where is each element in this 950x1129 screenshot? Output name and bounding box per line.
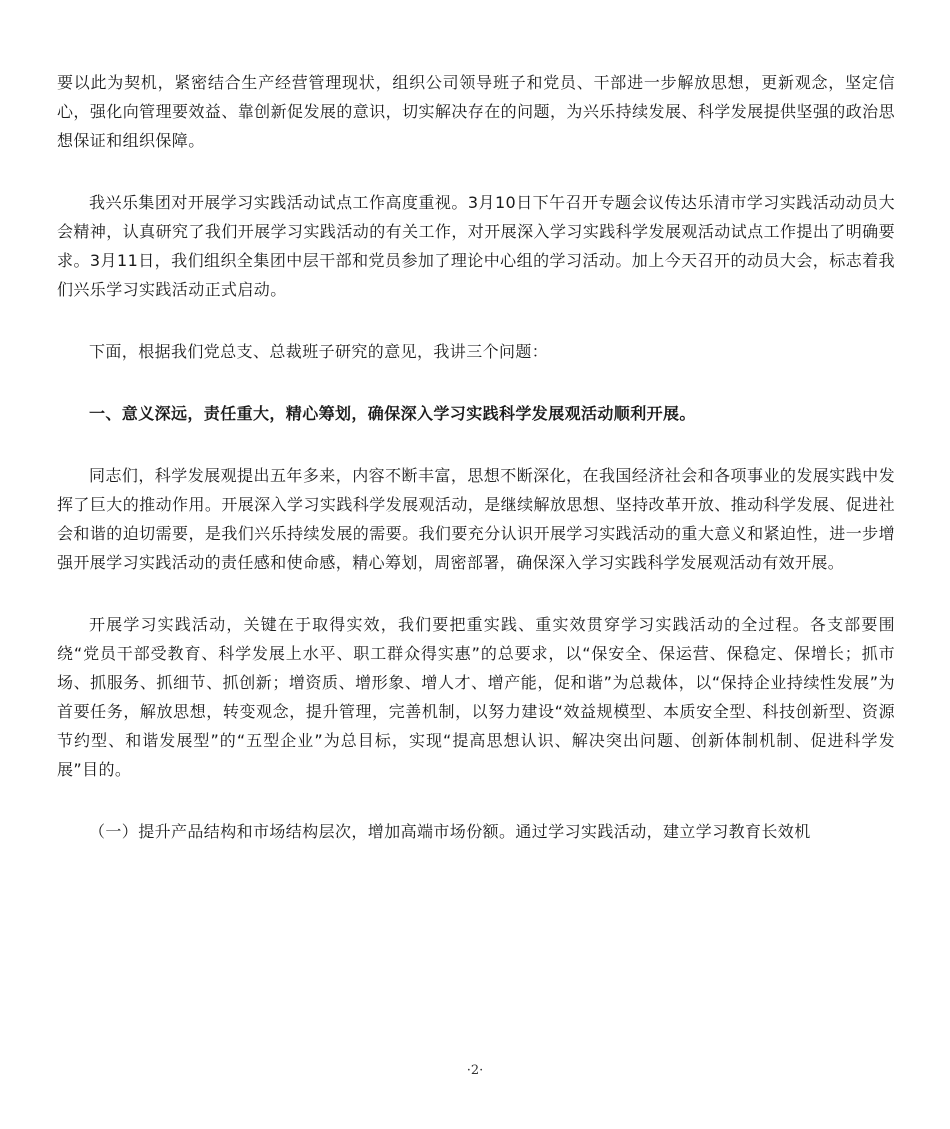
section-heading-one: 一、意义深远，责任重大，精心筹划，确保深入学习实践科学发展观活动顺利开展。 bbox=[89, 404, 696, 423]
paragraph-subsection-one: （一）提升产品结构和市场结构层次，增加高端市场份额。通过学习实践活动，建立学习教育长效机 bbox=[89, 822, 811, 841]
paragraph-three-issues: 下面，根据我们党总支、总裁班子研究的意见，我讲三个问题： bbox=[89, 342, 549, 361]
paragraph-practice-activities: 开展学习实践活动，关键在于取得实效，我们要把重实践、重实效贯穿学习实践活动的全过程。各支部要围绕“党员干部受教育、科学发展上水平、职工群众得实惠”的总要求，以“保安全、保运营、保稳定、保增长；抓市场、抓服务、抓细节、抓创新；增资质、增形象、增人才、增产能，促和谐”为总裁体，以“保持企业持续性发展”为首要任务，解放思想，转变观念，提升管理，完善机制，以努力建设“效益规模型、本质安全型、科技创新型、资源节约型、和谐发展型”的“五型企业”为总目标，实现“提高思想认识、解决突出问题、创新体制机制、促进科学发展”目的。 bbox=[57, 615, 895, 779]
paragraph-trial-work: 我兴乐集团对开展学习实践活动试点工作高度重视。3月10日下午召开专题会议传达乐清市学习实践活动动员大会精神，认真研究了我们开展学习实践活动的有关工作，对开展深入学习实践科学发展观活动试点工作提出了明确要求。3月11日，我们组织全集团中层干部和党员参加了理论中心组的学习活动。加上今天召开的动员大会，标志着我们兴乐学习实践活动正式启动。 bbox=[57, 193, 895, 299]
page-number: ·2· bbox=[466, 1063, 484, 1078]
paragraph-continuation: 要以此为契机，紧密结合生产经营管理现状，组织公司领导班子和党员、干部进一步解放思想，更新观念，坚定信心，强化向管理要效益、靠创新促发展的意识，切实解决存在的问题，为兴乐持续发展、科学发展提供坚强的政治思想保证和组织保障。 bbox=[57, 73, 895, 150]
document-body bbox=[57, 68, 895, 846]
paragraph-comrades: 同志们，科学发展观提出五年多来，内容不断丰富，思想不断深化，在我国经济社会和各项事业的发展实践中发挥了巨大的推动作用。开展深入学习实践科学发展观活动，是继续解放思想、坚持改革开放、推动科学发展、促进社会和谐的迫切需要，是我们兴乐持续发展的需要。我们要充分认识开展学习实践活动的重大意义和紧迫性，进一步增强开展学习实践活动的责任感和使命感，精心筹划，周密部署，确保深入学习实践科学发展观活动有效开展。 bbox=[57, 466, 895, 572]
